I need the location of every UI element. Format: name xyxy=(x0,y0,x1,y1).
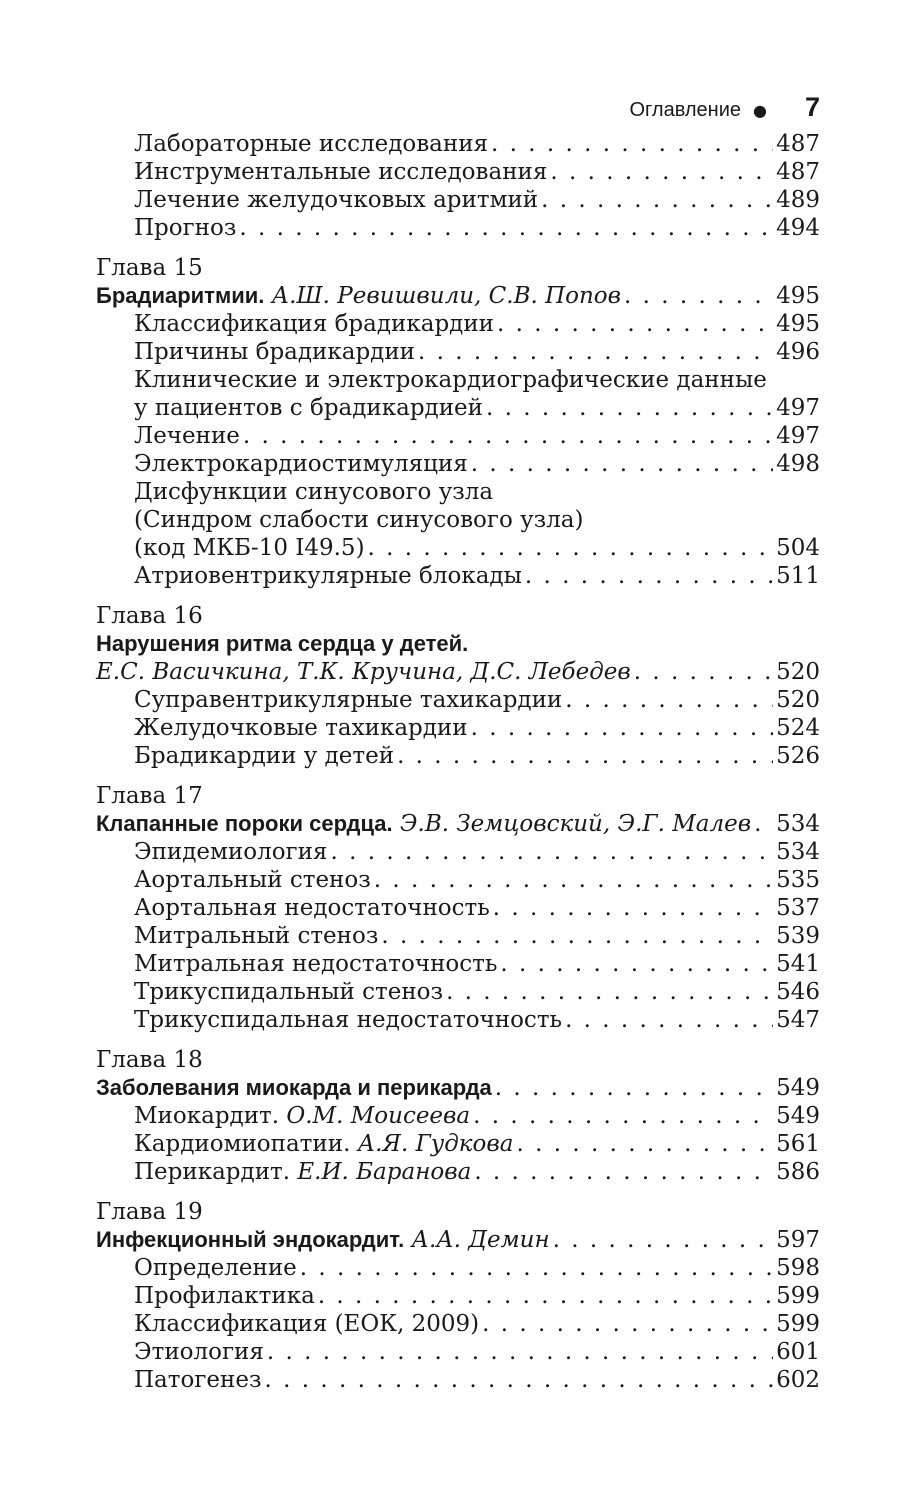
chapter-heading xyxy=(96,282,820,310)
dot-leader xyxy=(239,214,773,242)
chapter-label: Глава 19 xyxy=(96,1199,203,1225)
toc-entry xyxy=(96,978,820,1006)
entry-title: Желудочковые тахикардии xyxy=(134,715,468,741)
dot-leader xyxy=(495,1074,773,1102)
dot-leader xyxy=(482,1310,773,1338)
entry-title: (код МКБ-10 I49.5) xyxy=(134,535,365,561)
entry-title: Лечение желудочковых аритмий xyxy=(134,187,539,213)
chapter-title-line xyxy=(96,282,621,310)
entry-title: Аортальный стеноз xyxy=(134,867,371,893)
toc-entry xyxy=(96,1006,820,1034)
entry-title: Лабораторные исследования xyxy=(134,131,489,157)
entry-page: 498 xyxy=(776,451,820,477)
dot-leader xyxy=(473,1102,773,1130)
entry-title: Причины брадикардии xyxy=(134,339,415,365)
toc-entry xyxy=(96,422,820,450)
entry-page: 495 xyxy=(776,311,820,337)
chapter-authors: Е.С. Васичкина, Т.К. Кручина, Д.С. Лебедев xyxy=(96,659,631,685)
dot-leader xyxy=(318,1282,773,1310)
chapter-page: 597 xyxy=(776,1227,820,1253)
dot-leader xyxy=(624,282,773,310)
toc-entry xyxy=(96,1366,820,1394)
chapter-label: Глава 18 xyxy=(96,1047,203,1073)
toc-entry xyxy=(96,1158,820,1186)
entry-page: 494 xyxy=(776,215,820,241)
entry-title: Лечение xyxy=(134,423,240,449)
table-of-contents xyxy=(96,130,820,1394)
chapter-page: 549 xyxy=(776,1075,820,1101)
entry-title: Классификация брадикардии xyxy=(134,311,494,337)
entry-title: Трикуспидальный стеноз xyxy=(134,979,444,1005)
running-header xyxy=(629,92,820,124)
toc-entry xyxy=(96,686,820,714)
dot-leader xyxy=(368,534,774,562)
entry-title: Атриовентрикулярные блокады xyxy=(134,563,522,589)
entry-page: 539 xyxy=(776,923,820,949)
entry-page: 534 xyxy=(776,839,820,865)
dot-leader xyxy=(516,1130,773,1158)
entry-title: Профилактика xyxy=(134,1283,315,1309)
dot-leader xyxy=(486,394,773,422)
chapter-label: Глава 17 xyxy=(96,783,203,809)
dot-leader xyxy=(474,1158,773,1186)
entry-title: Эпидемиология xyxy=(134,839,328,865)
toc-entry xyxy=(96,214,820,242)
toc-entry xyxy=(96,158,820,186)
entry-title: Трикуспидальная недостаточность xyxy=(134,1007,563,1033)
toc-entry xyxy=(96,714,820,742)
toc-entry-line xyxy=(96,506,820,534)
toc-entry xyxy=(96,950,820,978)
entry-title: Инструментальные исследования xyxy=(134,159,548,185)
entry-title: Митральная недостаточность xyxy=(134,951,498,977)
entry-title: Миокардит. xyxy=(134,1103,280,1129)
dot-leader xyxy=(565,1006,773,1034)
chapter-heading xyxy=(96,658,820,686)
chapter-title: Инфекционный эндокардит. xyxy=(96,1227,405,1252)
entry-page: 549 xyxy=(776,1103,820,1129)
entry-author: А.Я. Гудкова xyxy=(357,1131,514,1157)
chapter-title-line xyxy=(96,1226,550,1254)
entry-author: Е.И. Баранова xyxy=(297,1159,472,1185)
toc-entry xyxy=(96,1310,820,1338)
dot-leader xyxy=(446,978,773,1006)
entry-page: 547 xyxy=(776,1007,820,1033)
dot-leader xyxy=(300,1254,773,1282)
entry-title-line1: Клинические и электрокардиографические данные xyxy=(134,367,767,393)
toc-entry-line xyxy=(96,478,820,506)
toc-entry xyxy=(96,1102,820,1130)
dot-leader xyxy=(471,714,774,742)
toc-entry xyxy=(96,562,820,590)
toc-entry xyxy=(96,1338,820,1366)
dot-leader xyxy=(265,1366,774,1394)
chapter-page: 495 xyxy=(776,283,820,309)
entry-title: Прогноз xyxy=(134,215,237,241)
header-title: Оглавление xyxy=(629,99,741,121)
toc-entry xyxy=(96,1130,820,1158)
dot-leader xyxy=(471,450,773,478)
entry-title: Перикардит. xyxy=(134,1159,291,1185)
entry-title: Брадикардии у детей xyxy=(134,743,395,769)
dot-leader xyxy=(243,422,773,450)
entry-page: 586 xyxy=(776,1159,820,1185)
toc-entry xyxy=(96,310,820,338)
chapter-title: Клапанные пороки сердца. xyxy=(96,811,393,836)
chapter-heading xyxy=(96,1226,820,1254)
entry-page: 598 xyxy=(776,1255,820,1281)
toc-entry xyxy=(96,866,820,894)
bullet-icon: ● xyxy=(753,101,767,120)
chapter-page: 534 xyxy=(776,811,820,837)
dot-leader xyxy=(381,922,773,950)
dot-leader xyxy=(497,310,773,338)
toc-entry xyxy=(96,742,820,770)
entry-title: Электрокардиостимуляция xyxy=(134,451,468,477)
entry-title: Аортальная недостаточность xyxy=(134,895,490,921)
entry-page: 489 xyxy=(776,187,820,213)
toc-entry xyxy=(96,894,820,922)
entry-title: Суправентрикулярные тахикардии xyxy=(134,687,563,713)
entry-title-line xyxy=(134,1102,470,1130)
chapter-authors: А.Ш. Ревишвили, С.В. Попов xyxy=(271,283,622,309)
chapter-title: Нарушения ритма сердца у детей. xyxy=(96,631,469,656)
entry-page: 504 xyxy=(776,535,820,561)
toc-entry xyxy=(96,186,820,214)
dot-leader xyxy=(267,1338,773,1366)
dot-leader xyxy=(418,338,773,366)
entry-page: 546 xyxy=(776,979,820,1005)
toc-entry xyxy=(96,130,820,158)
dot-leader xyxy=(525,562,773,590)
chapter-title: Заболевания миокарда и перикарда xyxy=(96,1075,492,1100)
chapter-authors: А.А. Демин xyxy=(411,1227,550,1253)
entry-title: Кардиомиопатии. xyxy=(134,1131,351,1157)
chapter-heading xyxy=(96,810,820,838)
chapter-title-line xyxy=(96,810,751,838)
dot-leader xyxy=(330,838,773,866)
chapter-title: Брадиаритмии. xyxy=(96,283,265,308)
entry-title-line xyxy=(134,1130,513,1158)
dot-leader xyxy=(634,658,773,686)
entry-page: 487 xyxy=(776,159,820,185)
entry-title-line1: Дисфункции синусового узла xyxy=(134,479,494,505)
chapter-label: Глава 16 xyxy=(96,603,203,629)
toc-entry xyxy=(96,1254,820,1282)
toc-entry xyxy=(96,1282,820,1310)
dot-leader xyxy=(397,742,773,770)
toc-entry xyxy=(96,534,820,562)
entry-page: 561 xyxy=(776,1131,820,1157)
entry-page: 599 xyxy=(776,1283,820,1309)
entry-page: 599 xyxy=(776,1311,820,1337)
chapter-label: Глава 15 xyxy=(96,255,203,281)
chapter-heading xyxy=(96,1074,820,1102)
page-number: 7 xyxy=(804,92,820,122)
chapter-authors: Э.В. Земцовский, Э.Г. Малев xyxy=(399,811,752,837)
entry-page: 497 xyxy=(776,423,820,449)
dot-leader xyxy=(553,1226,773,1254)
entry-page: 496 xyxy=(776,339,820,365)
chapter-page: 520 xyxy=(776,659,820,685)
entry-page: 526 xyxy=(776,743,820,769)
dot-leader xyxy=(491,130,773,158)
entry-title: Патогенез xyxy=(134,1367,262,1393)
entry-author: О.М. Моисеева xyxy=(286,1103,471,1129)
entry-page: 537 xyxy=(776,895,820,921)
entry-page: 520 xyxy=(776,687,820,713)
entry-title-line2: (Синдром слабости синусового узла) xyxy=(134,507,584,533)
entry-title: Классификация (ЕОК, 2009) xyxy=(134,1311,480,1337)
toc-entry xyxy=(96,338,820,366)
entry-page: 487 xyxy=(776,131,820,157)
toc-entry xyxy=(96,394,820,422)
entry-title: Определение xyxy=(134,1255,297,1281)
dot-leader xyxy=(541,186,773,214)
entry-page: 601 xyxy=(776,1339,820,1365)
toc-entry xyxy=(96,450,820,478)
dot-leader xyxy=(550,158,773,186)
entry-page: 602 xyxy=(776,1367,820,1393)
dot-leader xyxy=(565,686,773,714)
entry-title: у пациентов с брадикардией xyxy=(134,395,483,421)
dot-leader xyxy=(754,810,773,838)
entry-title-line xyxy=(134,1158,471,1186)
dot-leader xyxy=(374,866,773,894)
entry-page: 535 xyxy=(776,867,820,893)
toc-entry xyxy=(96,922,820,950)
entry-title: Этиология xyxy=(134,1339,264,1365)
dot-leader xyxy=(500,950,773,978)
toc-entry-line xyxy=(96,366,820,394)
dot-leader xyxy=(493,894,773,922)
entry-page: 497 xyxy=(776,395,820,421)
entry-title: Митральный стеноз xyxy=(134,923,379,949)
entry-page: 541 xyxy=(776,951,820,977)
entry-page: 524 xyxy=(776,715,820,741)
toc-entry xyxy=(96,838,820,866)
entry-page: 511 xyxy=(776,563,820,589)
